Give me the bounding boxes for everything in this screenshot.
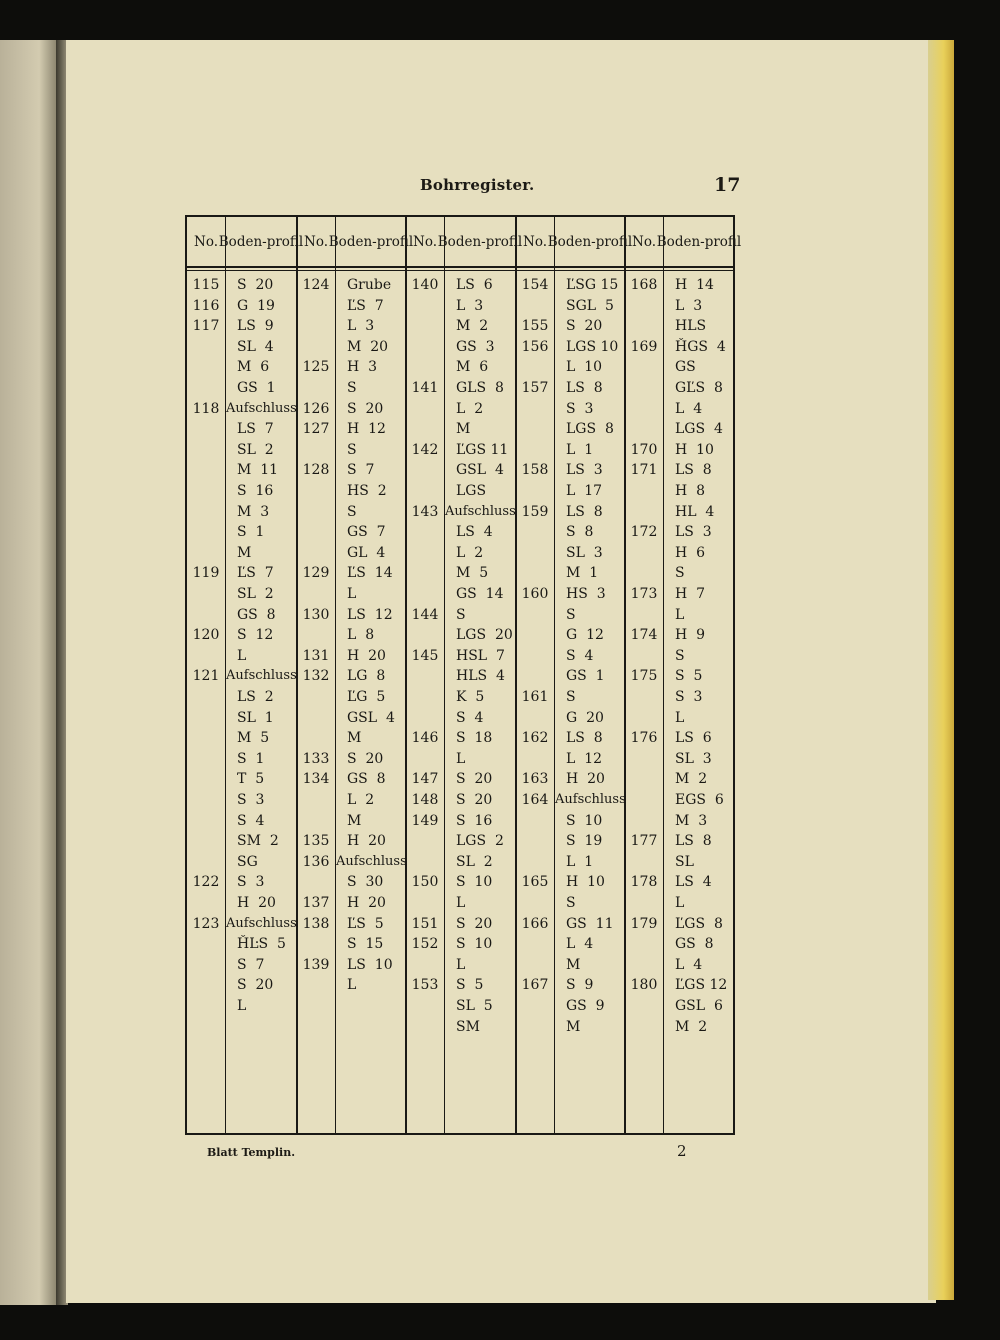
profile-line: ȞĿS 5 — [237, 936, 286, 953]
profile-line: Aufschluss — [336, 853, 407, 869]
profile-line: LS 8 — [675, 462, 712, 479]
profile-line: S — [675, 565, 685, 582]
profile-line: H 7 — [675, 586, 706, 602]
profile-line: L 12 — [566, 750, 603, 767]
profile-line: SL — [675, 853, 694, 870]
entry-number: 129 — [302, 565, 330, 582]
entry-number: 161 — [521, 689, 549, 705]
profile-line: S 3 — [566, 400, 594, 417]
entry-number: 171 — [630, 462, 658, 479]
profile-line: M — [566, 1018, 581, 1035]
profile-line: S — [675, 647, 685, 664]
profile-line: S 20 — [347, 750, 384, 767]
profile-line: S 7 — [347, 462, 375, 479]
profile-line: ĽGS 12 — [675, 977, 728, 994]
profile-line: SL 5 — [456, 998, 493, 1014]
entry-number: 117 — [192, 318, 220, 335]
profile-line: LS 6 — [456, 277, 493, 293]
entry-number: 168 — [630, 277, 658, 293]
profile-line: M — [347, 812, 362, 829]
profile-line: HLS 4 — [456, 668, 505, 685]
profile-line: G 12 — [566, 627, 604, 644]
entry-number: 156 — [521, 338, 549, 355]
profile-line: M 2 — [675, 771, 708, 788]
header-no: No. — [194, 233, 218, 250]
profile-line: LS 8 — [566, 380, 603, 396]
profile-line: L — [675, 606, 685, 623]
profile-line: HLS — [675, 318, 707, 335]
profile-line: L 3 — [675, 297, 703, 314]
profile-line: HSL 7 — [456, 647, 505, 664]
header-bodenprofil-line-2: profil — [485, 233, 523, 250]
profile-line: GL 4 — [347, 544, 386, 561]
profile-line: M — [566, 956, 581, 973]
entry-number: 165 — [521, 874, 549, 891]
entry-number: 163 — [521, 771, 549, 788]
profile-line: LS 9 — [237, 318, 274, 335]
profile-line: Grube — [347, 277, 392, 293]
profile-line: M — [456, 421, 471, 438]
profile-line: L 3 — [347, 318, 375, 335]
entry-number: 159 — [521, 503, 549, 520]
profile-line: S 20 — [237, 977, 274, 994]
profile-line: L 2 — [347, 792, 375, 808]
entry-number: 157 — [521, 380, 549, 396]
header-bodenprofil — [328, 217, 414, 267]
profile-line: LS 3 — [566, 462, 603, 479]
profile-line: H 20 — [566, 771, 605, 788]
profile-line: H 20 — [237, 895, 276, 911]
profile-line: GS 8 — [675, 936, 714, 953]
entry-number: 118 — [192, 400, 220, 417]
entry-number: 136 — [302, 853, 330, 870]
entry-number: 150 — [411, 874, 439, 891]
profile-line: H 10 — [566, 874, 605, 891]
profile-line: LS 8 — [566, 730, 603, 747]
entry-number: 141 — [411, 380, 439, 396]
profile-line: GĽS 8 — [675, 380, 723, 396]
entry-number: 148 — [411, 792, 439, 808]
profile-line: SL 3 — [675, 750, 712, 767]
profile-line: ĽS 7 — [237, 565, 274, 582]
entry-number: 169 — [630, 338, 658, 355]
header-no: No. — [413, 233, 437, 250]
profile-line: S 20 — [456, 792, 493, 808]
profile-line: L 10 — [566, 359, 603, 376]
profile-line: GS 3 — [456, 338, 495, 355]
profile-line: L 4 — [675, 400, 703, 417]
entry-number: 134 — [302, 771, 330, 788]
profile-line: S 3 — [237, 874, 265, 891]
profile-line: S 10 — [456, 874, 493, 891]
profile-line: LS 4 — [456, 524, 493, 541]
entry-number: 160 — [521, 586, 549, 602]
entry-number: 170 — [630, 441, 658, 458]
page-edges — [928, 40, 954, 1300]
entry-number: 115 — [192, 277, 220, 293]
header-bodenprofil-line-2: profil — [376, 233, 414, 250]
header-bodenprofil — [218, 217, 304, 267]
profile-line: S — [566, 689, 576, 705]
profile-line: S 10 — [456, 936, 493, 953]
profile-line: Aufschluss — [445, 503, 516, 519]
profile-line: HL 4 — [675, 503, 715, 520]
header-no: No. — [304, 233, 328, 250]
header-bodenprofil — [656, 217, 742, 267]
left-page-edge — [0, 40, 56, 1305]
profile-line: L 4 — [675, 956, 703, 973]
entry-number: 177 — [630, 833, 658, 850]
header-rule-thin — [187, 270, 733, 271]
entry-number: 145 — [411, 647, 439, 664]
profile-line: H 12 — [347, 421, 386, 438]
profile-line: GS 7 — [347, 524, 386, 541]
profile-line: L 2 — [456, 544, 484, 561]
profile-line: S — [347, 503, 357, 520]
profile-line: LG 8 — [347, 668, 386, 685]
profile-line: GS 8 — [237, 606, 276, 623]
profile-line: K 5 — [456, 689, 485, 705]
entry-number: 179 — [630, 915, 658, 932]
column-divider — [405, 217, 407, 1133]
profile-line: T 5 — [237, 771, 265, 788]
entry-number: 149 — [411, 812, 439, 829]
profile-line: L 8 — [347, 627, 375, 644]
profile-line: L 1 — [566, 853, 594, 870]
profile-line: L — [237, 647, 247, 664]
profile-line: L 2 — [456, 400, 484, 417]
profile-line: S 5 — [456, 977, 484, 994]
entry-number: 137 — [302, 895, 330, 911]
profile-line: Aufschluss — [226, 915, 297, 931]
profile-line: HS 2 — [347, 483, 387, 499]
profile-line: S — [566, 606, 576, 623]
profile-line: LS 8 — [675, 833, 712, 850]
profile-line: M 2 — [675, 1018, 708, 1035]
profile-line: H 9 — [675, 627, 706, 644]
entry-number: 139 — [302, 956, 330, 973]
sheet-name: Blatt Templin. — [207, 1146, 296, 1159]
profile-line: LGS 8 — [566, 421, 614, 438]
profile-line: GS 1 — [566, 668, 605, 685]
profile-line: LGS 2 — [456, 833, 504, 850]
no-divider — [663, 217, 664, 1133]
page-title: Bohrregister. — [420, 176, 535, 194]
header-bodenprofil-line-2: profil — [704, 233, 742, 250]
profile-line: M 1 — [566, 565, 599, 582]
entry-number: 135 — [302, 833, 330, 850]
entry-number: 166 — [521, 915, 549, 932]
profile-line: M 11 — [237, 462, 279, 479]
page-number: 17 — [714, 174, 741, 196]
profile-line: GS — [675, 359, 696, 376]
profile-line: L 3 — [456, 297, 484, 314]
profile-line: LS 3 — [675, 524, 712, 541]
profile-line: ȞGS 4 — [675, 338, 726, 355]
profile-line: SM — [456, 1018, 480, 1035]
entry-number: 143 — [411, 503, 439, 520]
entry-number: 132 — [302, 668, 330, 685]
profile-line: S 18 — [456, 730, 493, 747]
profile-line: M — [347, 730, 362, 747]
profile-line: S 3 — [237, 792, 265, 808]
entry-number: 154 — [521, 277, 549, 293]
profile-line: L 1 — [566, 441, 594, 458]
profile-line: S 4 — [237, 812, 265, 829]
profile-line: L — [456, 895, 466, 911]
profile-line: S 7 — [237, 956, 265, 973]
entry-number: 152 — [411, 936, 439, 953]
profile-line: ĽGS 11 — [456, 441, 509, 458]
profile-line: L — [347, 977, 357, 994]
profile-line: H 20 — [347, 833, 386, 850]
entry-number: 162 — [521, 730, 549, 747]
profile-line: G 20 — [566, 709, 604, 726]
no-divider — [554, 217, 555, 1133]
profile-line: ĽGS 8 — [675, 915, 723, 932]
entry-number: 167 — [521, 977, 549, 994]
profile-line: S 10 — [566, 812, 603, 829]
header-bodenprofil-line-1: Boden- — [547, 233, 596, 250]
entry-number: 155 — [521, 318, 549, 335]
profile-line: S 9 — [566, 977, 594, 994]
profile-line: LS 4 — [675, 874, 712, 891]
profile-line: L — [675, 709, 685, 726]
profile-line: S — [456, 606, 466, 623]
profile-line: EGS 6 — [675, 792, 724, 808]
entry-number: 121 — [192, 668, 220, 685]
profile-line: L 4 — [566, 936, 594, 953]
profile-line: Aufschluss — [226, 668, 297, 684]
profile-line: ĽG 5 — [347, 689, 386, 705]
profile-line: HS 3 — [566, 586, 606, 602]
entry-number: 173 — [630, 586, 658, 602]
profile-line: S 3 — [675, 689, 703, 705]
profile-line: S 20 — [456, 915, 493, 932]
entry-number: 125 — [302, 359, 330, 376]
profile-line: SM 2 — [237, 833, 279, 850]
header-no: No. — [523, 233, 547, 250]
profile-line: S 1 — [237, 524, 265, 541]
profile-line: S 12 — [237, 627, 274, 644]
profile-line: GLS 8 — [456, 380, 504, 396]
entry-number: 153 — [411, 977, 439, 994]
profile-line: M 5 — [237, 730, 270, 747]
profile-line: M 3 — [237, 503, 270, 520]
profile-line: GSL 6 — [675, 998, 723, 1014]
profile-line: S 20 — [566, 318, 603, 335]
profile-line: L — [456, 750, 466, 767]
entry-number: 116 — [192, 297, 220, 314]
profile-line: S — [347, 380, 357, 396]
profile-line: S 20 — [237, 277, 274, 293]
profile-line: SL 1 — [237, 709, 274, 726]
profile-line: S 5 — [675, 668, 703, 685]
profile-line: S 16 — [237, 483, 274, 499]
entry-number: 144 — [411, 606, 439, 623]
entry-number: 178 — [630, 874, 658, 891]
bohrregister-table — [185, 215, 742, 1135]
entry-number: 164 — [521, 792, 549, 808]
profile-line: LGS — [456, 483, 487, 499]
entry-number: 122 — [192, 874, 220, 891]
profile-line: SL 2 — [237, 586, 274, 602]
profile-line: S 8 — [566, 524, 594, 541]
profile-line: S 20 — [456, 771, 493, 788]
profile-line: H 10 — [675, 441, 714, 458]
profile-line: SG — [237, 853, 258, 870]
profile-line: ĽS 5 — [347, 915, 384, 932]
profile-line: Aufschluss — [226, 400, 297, 416]
profile-line: LS 10 — [347, 956, 393, 973]
profile-line: SL 3 — [566, 544, 603, 561]
entry-number: 128 — [302, 462, 330, 479]
header-bodenprofil — [437, 217, 523, 267]
profile-line: LS 7 — [237, 421, 274, 438]
profile-line: M 2 — [456, 318, 489, 335]
profile-line: GSL 4 — [347, 709, 395, 726]
entry-number: 147 — [411, 771, 439, 788]
profile-line: SL 2 — [456, 853, 493, 870]
profile-line: GS 14 — [456, 586, 504, 602]
profile-line: L 17 — [566, 483, 603, 499]
profile-line: H 6 — [675, 544, 706, 561]
profile-line: S 19 — [566, 833, 603, 850]
profile-line: ĽSG 15 — [566, 277, 619, 293]
header-bodenprofil-line-1: Boden- — [437, 233, 486, 250]
profile-line: L — [237, 998, 247, 1014]
profile-line: GSL 4 — [456, 462, 504, 479]
entry-number: 138 — [302, 915, 330, 932]
profile-line: M 5 — [456, 565, 489, 582]
profile-line: S 16 — [456, 812, 493, 829]
profile-line: M 3 — [675, 812, 708, 829]
profile-line: LGS 4 — [675, 421, 723, 438]
profile-line: GS 9 — [566, 998, 605, 1014]
profile-line: LGS 20 — [456, 627, 513, 644]
entry-number: 130 — [302, 606, 330, 623]
entry-number: 131 — [302, 647, 330, 664]
profile-line: GS 8 — [347, 771, 386, 788]
entry-number: 126 — [302, 400, 330, 417]
profile-line: S 30 — [347, 874, 384, 891]
profile-line: S 15 — [347, 936, 384, 953]
profile-line: S 4 — [456, 709, 484, 726]
header-bodenprofil-line-2: profil — [595, 233, 633, 250]
no-divider — [335, 217, 336, 1133]
profile-line: L — [347, 586, 357, 602]
profile-line: S 4 — [566, 647, 594, 664]
header-bodenprofil — [547, 217, 633, 267]
profile-line: Aufschluss — [555, 792, 626, 807]
no-divider — [444, 217, 445, 1133]
profile-line: M 20 — [347, 338, 389, 355]
profile-line: M — [237, 544, 252, 561]
entry-number: 158 — [521, 462, 549, 479]
profile-line: M 6 — [456, 359, 489, 376]
entry-number: 172 — [630, 524, 658, 541]
header-no: No. — [632, 233, 656, 250]
entry-number: 176 — [630, 730, 658, 747]
profile-line: S — [566, 895, 576, 911]
profile-line: ĽS 14 — [347, 565, 393, 582]
header-bodenprofil-line-1: Boden- — [328, 233, 377, 250]
entry-number: 140 — [411, 277, 439, 293]
profile-line: H 20 — [347, 895, 386, 911]
profile-line: LS 12 — [347, 606, 393, 623]
profile-line: H 3 — [347, 359, 378, 376]
profile-line: SGL 5 — [566, 297, 614, 314]
entry-number: 133 — [302, 750, 330, 767]
profile-line: GS 1 — [237, 380, 276, 396]
entry-number: 151 — [411, 915, 439, 932]
profile-line: LGS 10 — [566, 338, 619, 355]
entry-number: 127 — [302, 421, 330, 438]
profile-line: SL 4 — [237, 338, 274, 355]
entry-number: 119 — [192, 565, 220, 582]
profile-line: L — [456, 956, 466, 973]
entry-number: 124 — [302, 277, 330, 293]
profile-line: GS 11 — [566, 915, 614, 932]
profile-line: S 20 — [347, 400, 384, 417]
profile-line: M 6 — [237, 359, 270, 376]
profile-line: ĽS 7 — [347, 297, 384, 314]
profile-line: H 14 — [675, 277, 714, 293]
entry-number: 146 — [411, 730, 439, 747]
profile-line: S — [347, 441, 357, 458]
profile-line: H 20 — [347, 647, 386, 664]
profile-line: LS 2 — [237, 689, 274, 705]
entry-number: 120 — [192, 627, 220, 644]
profile-line: SL 2 — [237, 441, 274, 458]
entry-number: 180 — [630, 977, 658, 994]
profile-line: LS 8 — [566, 503, 603, 520]
profile-line: H 8 — [675, 483, 706, 499]
profile-line: LS 6 — [675, 730, 712, 747]
entry-number: 175 — [630, 668, 658, 685]
sheet-number: 2 — [677, 1142, 687, 1160]
header-bodenprofil-line-1: Boden- — [218, 233, 267, 250]
profile-line: S 1 — [237, 750, 265, 767]
entry-number: 123 — [192, 915, 220, 932]
header-bodenprofil-line-1: Boden- — [656, 233, 705, 250]
entry-number: 142 — [411, 441, 439, 458]
profile-line: L — [675, 895, 685, 911]
header-bodenprofil-line-2: profil — [266, 233, 304, 250]
entry-number: 174 — [630, 627, 658, 644]
profile-line: G 19 — [237, 297, 275, 314]
